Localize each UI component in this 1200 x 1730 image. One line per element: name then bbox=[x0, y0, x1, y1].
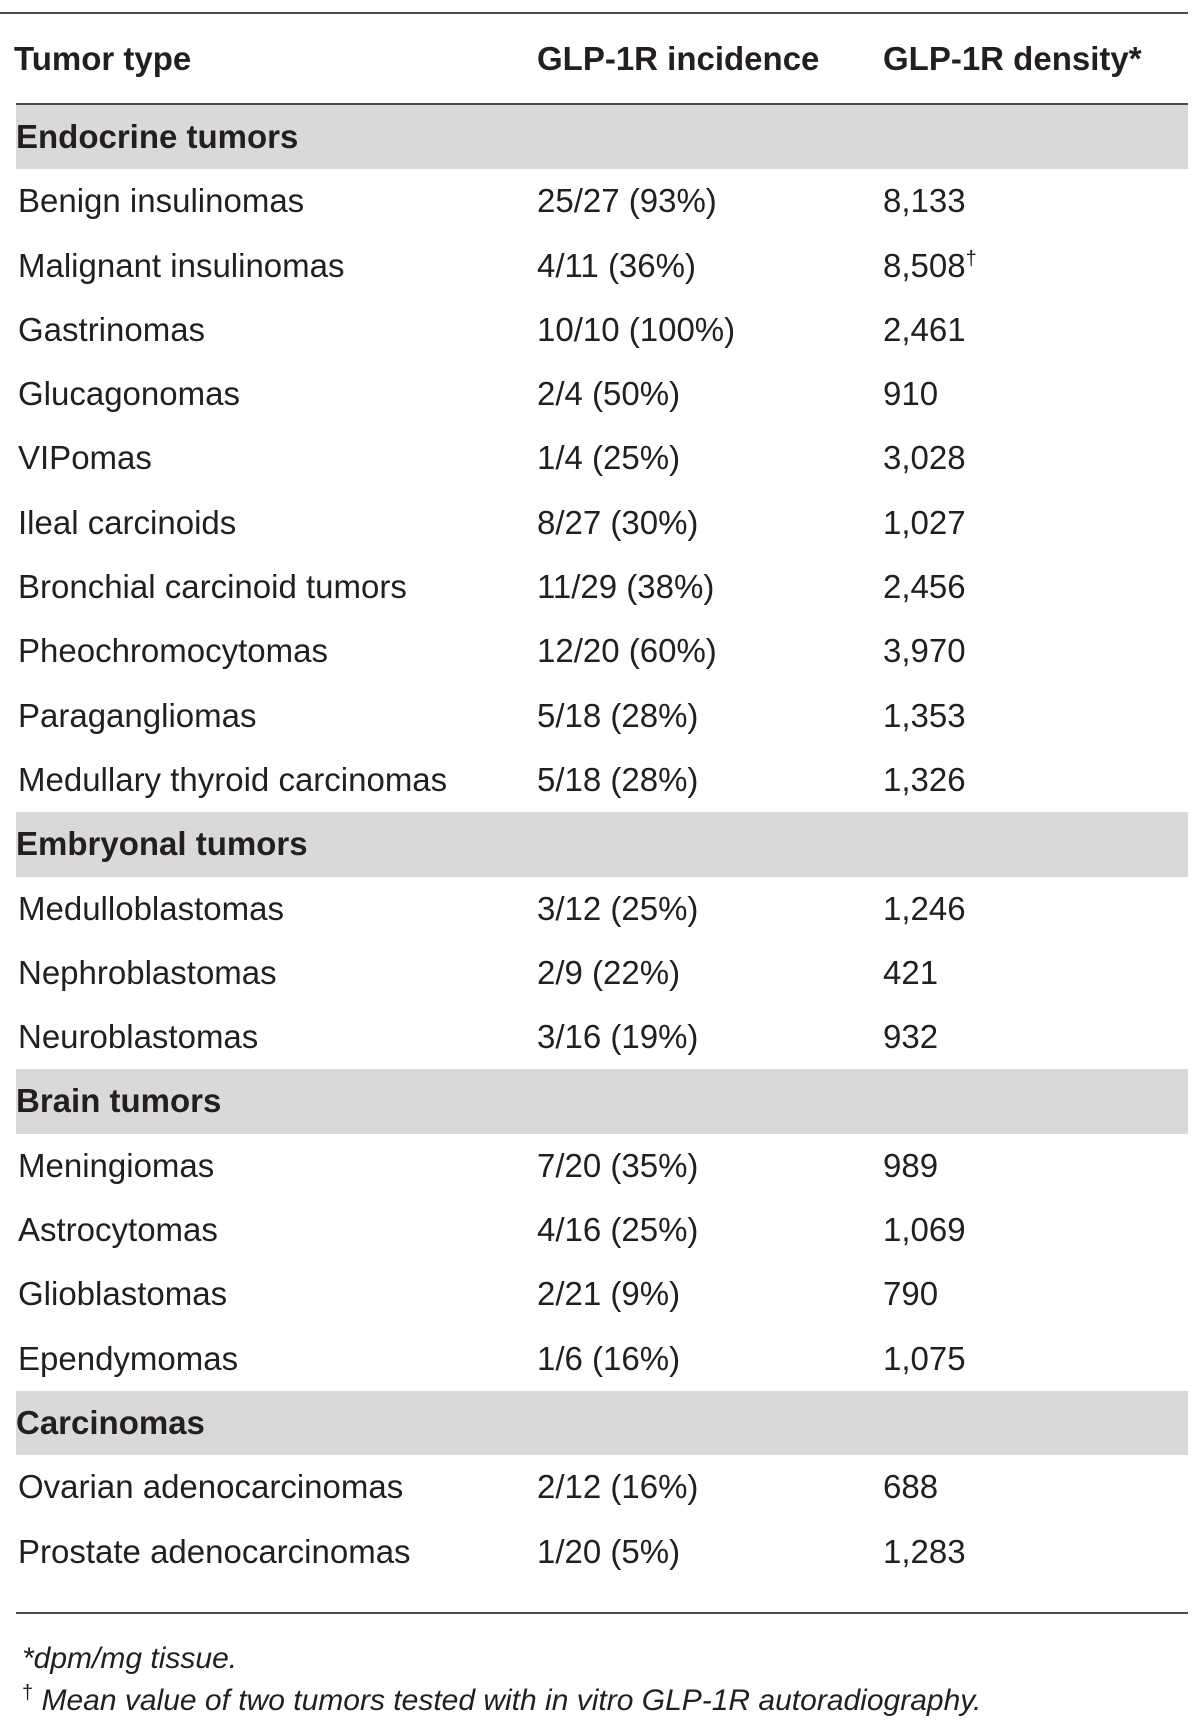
cell-tumor-type: Nephroblastomas bbox=[18, 953, 277, 991]
section-header-row bbox=[16, 1391, 1188, 1455]
cell-density-value: 1,069 bbox=[883, 1211, 966, 1249]
cell-density-value: 2,456 bbox=[883, 568, 966, 606]
table-row bbox=[0, 1520, 1188, 1584]
cell-tumor-type: Gastrinomas bbox=[18, 310, 206, 348]
cell-density-value: 8,508 bbox=[883, 246, 966, 284]
table-row bbox=[0, 1134, 1188, 1198]
cell-incidence: 3/16 (19%) bbox=[537, 1018, 699, 1056]
cell-density-value: 1,027 bbox=[883, 503, 966, 541]
table-row bbox=[0, 234, 1188, 298]
table-row bbox=[0, 619, 1188, 683]
cell-density bbox=[883, 1134, 938, 1198]
table-header-row bbox=[0, 14, 1188, 103]
cell-density bbox=[883, 877, 966, 941]
table-row bbox=[0, 298, 1188, 362]
cell-tumor-type: Medullary thyroid carcinomas bbox=[18, 760, 448, 798]
footnote-dagger-text: Mean value of two tumors tested with in vitro GLP-1R autoradiography. bbox=[41, 1684, 982, 1717]
cell-density-value: 1,075 bbox=[883, 1339, 966, 1377]
section-title: Endocrine tumors bbox=[16, 118, 299, 155]
cell-density-value: 1,283 bbox=[883, 1532, 966, 1570]
section-header-row bbox=[16, 1069, 1188, 1133]
section-header-row bbox=[16, 105, 1188, 169]
cell-tumor-type: Glucagonomas bbox=[18, 375, 240, 413]
table-row bbox=[0, 426, 1188, 490]
cell-density-value: 2,461 bbox=[883, 310, 966, 348]
cell-incidence: 4/11 (36%) bbox=[537, 246, 696, 284]
cell-incidence: 1/4 (25%) bbox=[537, 439, 681, 477]
cell-density-value: 1,326 bbox=[883, 760, 966, 798]
cell-incidence: 5/18 (28%) bbox=[537, 760, 699, 798]
table-row bbox=[0, 1455, 1188, 1519]
header-density: GLP-1R density* bbox=[883, 40, 1142, 77]
cell-incidence: 2/12 (16%) bbox=[537, 1468, 699, 1506]
cell-incidence: 11/29 (38%) bbox=[537, 568, 715, 606]
table-body bbox=[0, 105, 1188, 1584]
cell-tumor-type: Prostate adenocarcinomas bbox=[18, 1532, 411, 1570]
cell-density-value: 3,970 bbox=[883, 632, 966, 670]
cell-density bbox=[883, 1005, 938, 1069]
table-row bbox=[0, 1262, 1188, 1326]
cell-density bbox=[883, 1262, 938, 1326]
table-row bbox=[0, 362, 1188, 426]
cell-density-value: 989 bbox=[883, 1146, 939, 1184]
cell-tumor-type: Benign insulinomas bbox=[18, 182, 305, 220]
table-row bbox=[0, 1327, 1188, 1391]
table-row bbox=[0, 555, 1188, 619]
cell-tumor-type: Medulloblastomas bbox=[18, 889, 284, 927]
table-row bbox=[0, 1198, 1188, 1262]
cell-tumor-type: Ovarian adenocarcinomas bbox=[18, 1468, 404, 1506]
cell-incidence: 12/20 (60%) bbox=[537, 632, 717, 670]
cell-density bbox=[883, 684, 966, 748]
cell-incidence: 7/20 (35%) bbox=[537, 1146, 699, 1184]
cell-density bbox=[883, 298, 966, 362]
cell-density bbox=[883, 491, 966, 555]
cell-tumor-type: Neuroblastomas bbox=[18, 1018, 259, 1056]
table-footnotes bbox=[22, 1638, 1182, 1722]
cell-tumor-type: Pheochromocytomas bbox=[18, 632, 328, 670]
cell-incidence: 2/9 (22%) bbox=[537, 953, 681, 991]
cell-density bbox=[883, 1198, 966, 1262]
cell-tumor-type: Paragangliomas bbox=[18, 696, 257, 734]
table-row bbox=[0, 491, 1188, 555]
cell-density bbox=[883, 1520, 966, 1584]
table-row bbox=[0, 941, 1188, 1005]
cell-density bbox=[883, 234, 977, 298]
section-header-row bbox=[16, 812, 1188, 876]
section-title: Embryonal tumors bbox=[16, 825, 308, 863]
cell-incidence: 8/27 (30%) bbox=[537, 503, 699, 541]
section-title: Brain tumors bbox=[16, 1082, 222, 1120]
cell-density bbox=[883, 1455, 938, 1519]
cell-density bbox=[883, 426, 966, 490]
cell-density bbox=[883, 748, 966, 812]
cell-tumor-type: Bronchial carcinoid tumors bbox=[18, 568, 407, 606]
cell-density-value: 910 bbox=[883, 375, 939, 413]
cell-incidence: 5/18 (28%) bbox=[537, 696, 699, 734]
cell-tumor-type: Meningiomas bbox=[18, 1146, 215, 1184]
footnote-density bbox=[22, 1638, 1182, 1680]
cell-density-value: 421 bbox=[883, 953, 939, 991]
cell-density-value: 8,133 bbox=[883, 182, 966, 220]
cell-tumor-type: Glioblastomas bbox=[18, 1275, 228, 1313]
table-row bbox=[0, 169, 1188, 233]
cell-incidence: 1/6 (16%) bbox=[537, 1339, 681, 1377]
cell-density-value: 688 bbox=[883, 1468, 939, 1506]
cell-incidence: 10/10 (100%) bbox=[537, 310, 736, 348]
header-tumor-type: Tumor type bbox=[14, 40, 192, 77]
cell-tumor-type: Ileal carcinoids bbox=[18, 503, 237, 541]
cell-density-value: 932 bbox=[883, 1018, 939, 1056]
cell-density-value: 3,028 bbox=[883, 439, 966, 477]
cell-density bbox=[883, 1327, 966, 1391]
cell-incidence: 1/20 (5%) bbox=[537, 1532, 681, 1570]
cell-incidence: 3/12 (25%) bbox=[537, 889, 699, 927]
table-row bbox=[0, 748, 1188, 812]
cell-incidence: 25/27 (93%) bbox=[537, 182, 717, 220]
table-row bbox=[0, 1005, 1188, 1069]
cell-density bbox=[883, 362, 938, 426]
cell-density bbox=[883, 169, 966, 233]
cell-tumor-type: Ependymomas bbox=[18, 1339, 239, 1377]
cell-tumor-type: VIPomas bbox=[18, 439, 152, 477]
cell-density bbox=[883, 941, 938, 1005]
footnote-density-text: *dpm/mg tissue. bbox=[22, 1642, 238, 1675]
footnote-dagger bbox=[22, 1680, 1182, 1722]
cell-tumor-type: Malignant insulinomas bbox=[18, 246, 345, 284]
table-row bbox=[0, 877, 1188, 941]
cell-tumor-type: Astrocytomas bbox=[18, 1211, 218, 1249]
cell-incidence: 4/16 (25%) bbox=[537, 1211, 699, 1249]
cell-incidence: 2/4 (50%) bbox=[537, 375, 681, 413]
cell-incidence: 2/21 (9%) bbox=[537, 1275, 681, 1313]
footnote-dagger-mark: † bbox=[22, 1682, 34, 1704]
section-title: Carcinomas bbox=[16, 1403, 205, 1441]
cell-density-value: 1,246 bbox=[883, 889, 966, 927]
table-bottom-rule bbox=[16, 1612, 1188, 1614]
cell-density bbox=[883, 619, 966, 683]
dagger-mark: † bbox=[965, 247, 977, 270]
cell-density-value: 790 bbox=[883, 1275, 939, 1313]
cell-density bbox=[883, 555, 966, 619]
header-incidence: GLP-1R incidence bbox=[537, 40, 820, 77]
table-row bbox=[0, 684, 1188, 748]
cell-density-value: 1,353 bbox=[883, 696, 966, 734]
